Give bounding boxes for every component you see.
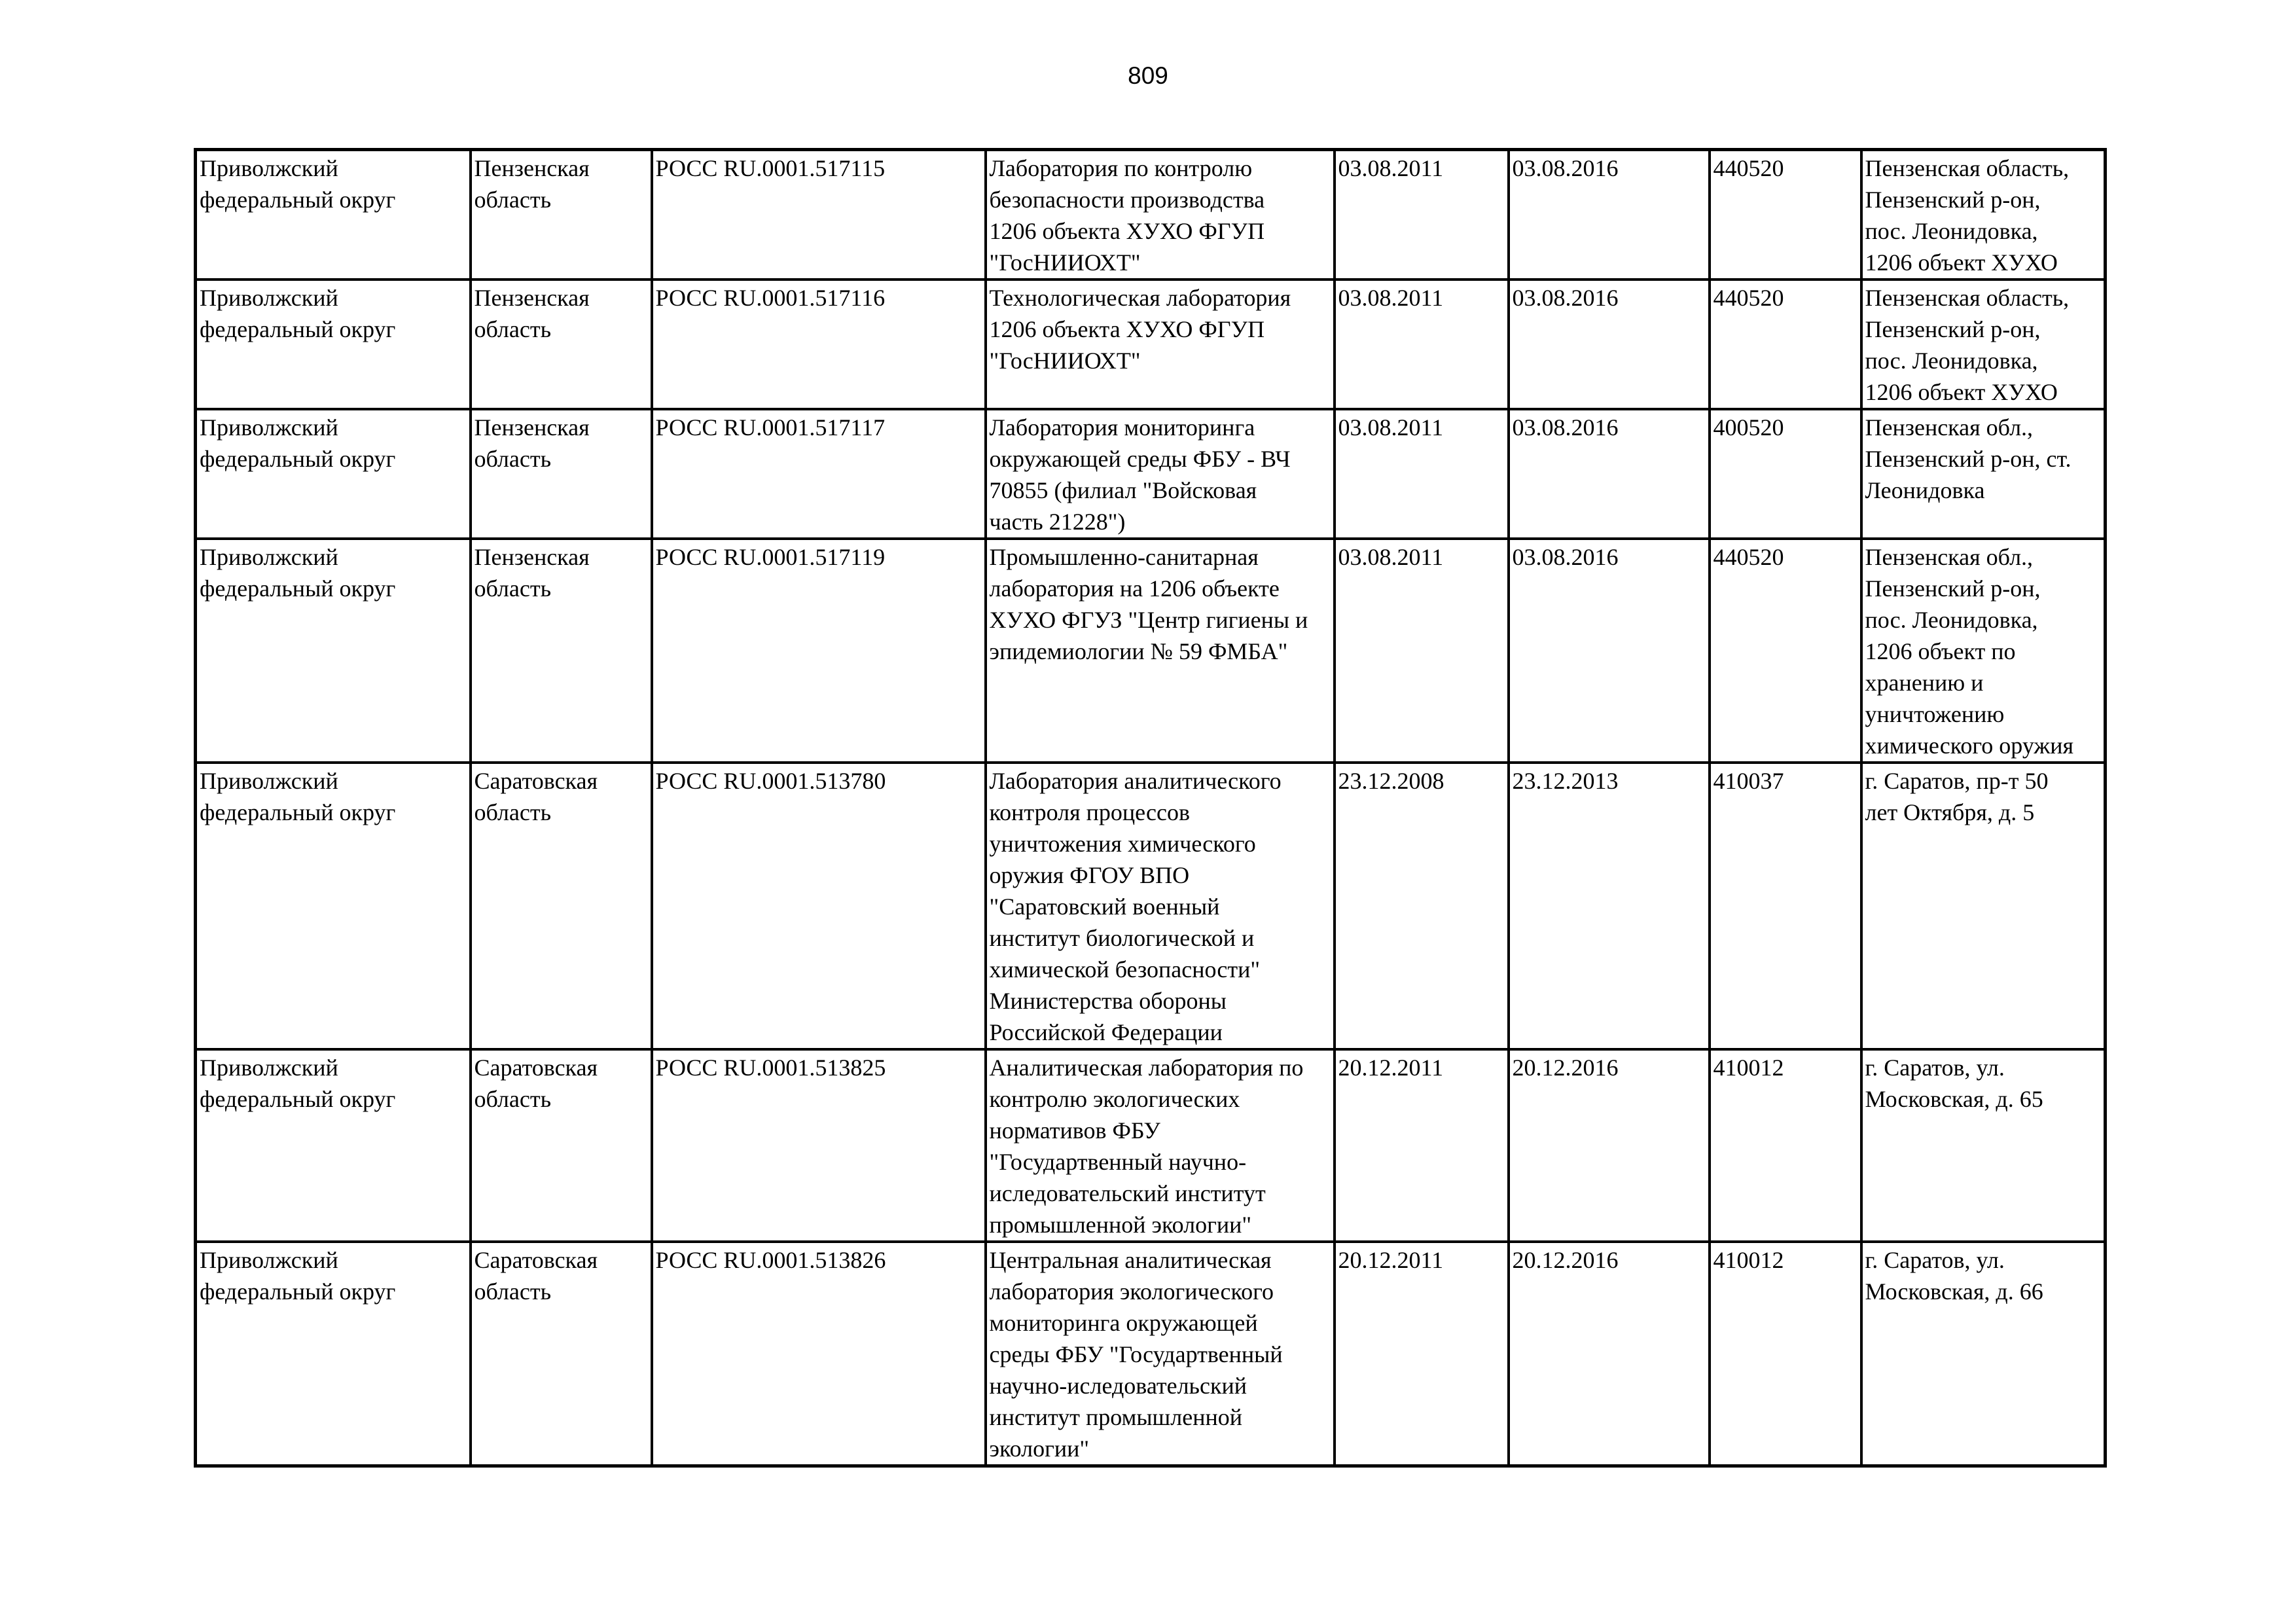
cell-line: 1206 объекта ХУХО ФГУП (989, 316, 1265, 342)
region-cell (471, 539, 652, 763)
cell-line: "ГосНИИОХТ" (989, 348, 1141, 374)
cell-line: химического оружия (1865, 732, 2074, 759)
cell-line: 23.12.2013 (1512, 768, 1619, 794)
cell-line: Лаборатория по контролю (989, 155, 1253, 181)
cell-line: РОСС RU.0001.517116 (655, 285, 886, 311)
region-cell (471, 409, 652, 539)
cell-line: контролю экологических (989, 1086, 1240, 1112)
cell-line: Пензенский р-он, (1865, 187, 2041, 213)
cell-line: химической безопасности" (989, 956, 1261, 983)
cell-line: ХУХО ФГУЗ "Центр гигиены и (989, 607, 1308, 633)
cell-line: федеральный округ (200, 187, 396, 213)
table-row (196, 1242, 2106, 1466)
cell-line: Лаборатория мониторинга (989, 414, 1255, 441)
cell-line: РОСС RU.0001.517117 (655, 414, 886, 441)
cell-line: пос. Леонидовка, (1865, 348, 2038, 374)
table-row (196, 280, 2106, 409)
postcode-cell (1710, 280, 1861, 409)
issue-date-cell (1335, 1049, 1509, 1242)
laboratory-name-cell (986, 1049, 1335, 1242)
table-row (196, 539, 2106, 763)
cell-line: область (474, 575, 551, 602)
cell-line: Промышленно-санитарная (989, 544, 1259, 570)
cell-line: промышленной экологии" (989, 1212, 1252, 1238)
cell-line: 440520 (1713, 155, 1784, 181)
table-row (196, 1049, 2106, 1242)
cell-line: РОСС RU.0001.513780 (655, 768, 886, 794)
cell-line: институт биологической и (989, 925, 1255, 951)
cell-line: Пензенская обл., (1865, 544, 2034, 570)
cell-line: Саратовская (474, 768, 598, 794)
cell-line: Пензенская (474, 285, 590, 311)
address-cell (1861, 409, 2106, 539)
address-cell (1861, 763, 2106, 1049)
federal-district-cell (196, 763, 471, 1049)
cell-line: 410012 (1713, 1247, 1784, 1273)
address-cell (1861, 1242, 2106, 1466)
cell-line: эпидемиологии № 59 ФМБА" (989, 638, 1288, 664)
cell-line: федеральный округ (200, 1278, 396, 1305)
cell-line: Пензенская (474, 544, 590, 570)
issue-date-cell (1335, 280, 1509, 409)
cell-line: Московская, д. 66 (1865, 1278, 2043, 1305)
cell-line: Приволжский (200, 414, 338, 441)
cell-line: нормативов ФБУ (989, 1117, 1160, 1144)
cell-line: 20.12.2016 (1512, 1247, 1619, 1273)
laboratory-name-cell (986, 1242, 1335, 1466)
cell-line: федеральный округ (200, 446, 396, 472)
cell-line: область (474, 446, 551, 472)
cell-line: лаборатория на 1206 объекте (989, 575, 1280, 602)
cell-line: уничтожению (1865, 701, 2005, 727)
registration-number-cell (652, 539, 986, 763)
issue-date-cell (1335, 150, 1509, 280)
table-row (196, 409, 2106, 539)
address-cell (1861, 150, 2106, 280)
federal-district-cell (196, 1242, 471, 1466)
cell-line: 03.08.2016 (1512, 155, 1619, 181)
table-row (196, 763, 2106, 1049)
cell-line: "Саратовский военный (989, 893, 1220, 920)
postcode-cell (1710, 1242, 1861, 1466)
expiry-date-cell (1509, 1049, 1710, 1242)
registration-number-cell (652, 409, 986, 539)
cell-line: Пензенская область, (1865, 285, 2070, 311)
cell-line: РОСС RU.0001.517119 (655, 544, 886, 570)
cell-line: иследовательский институт (989, 1180, 1266, 1206)
cell-line: 03.08.2011 (1338, 414, 1444, 441)
cell-line: РОСС RU.0001.513825 (655, 1055, 886, 1081)
cell-line: Саратовская (474, 1055, 598, 1081)
laboratory-registry-table (194, 148, 2107, 1468)
cell-line: мониторинга окружающей (989, 1310, 1258, 1336)
cell-line: 03.08.2016 (1512, 414, 1619, 441)
cell-line: часть 21228") (989, 509, 1126, 535)
cell-line: Московская, д. 65 (1865, 1086, 2043, 1112)
cell-line: 1206 объект ХУХО (1865, 249, 2058, 276)
cell-line: РОСС RU.0001.513826 (655, 1247, 886, 1273)
cell-line: экологии" (989, 1435, 1090, 1462)
federal-district-cell (196, 539, 471, 763)
cell-line: 410012 (1713, 1055, 1784, 1081)
laboratory-name-cell (986, 150, 1335, 280)
federal-district-cell (196, 1049, 471, 1242)
page-number: 809 (1128, 62, 1168, 89)
cell-line: 03.08.2011 (1338, 155, 1444, 181)
postcode-cell (1710, 409, 1861, 539)
cell-line: среды ФБУ "Государтвенный (989, 1341, 1283, 1367)
cell-line: Приволжский (200, 1247, 338, 1273)
cell-line: Пензенская (474, 155, 590, 181)
address-cell (1861, 280, 2106, 409)
cell-line: 03.08.2011 (1338, 544, 1444, 570)
cell-line: Министерства обороны (989, 988, 1227, 1014)
cell-line: контроля процессов (989, 799, 1191, 825)
cell-line: 410037 (1713, 768, 1784, 794)
cell-line: "ГосНИИОХТ" (989, 249, 1141, 276)
cell-line: область (474, 1278, 551, 1305)
expiry-date-cell (1509, 280, 1710, 409)
cell-line: 03.08.2016 (1512, 285, 1619, 311)
cell-line: 1206 объект по (1865, 638, 2016, 664)
cell-line: Российской Федерации (989, 1019, 1223, 1045)
cell-line: область (474, 187, 551, 213)
expiry-date-cell (1509, 150, 1710, 280)
cell-line: Приволжский (200, 544, 338, 570)
region-cell (471, 150, 652, 280)
cell-line: Приволжский (200, 155, 338, 181)
issue-date-cell (1335, 539, 1509, 763)
cell-line: Центральная аналитическая (989, 1247, 1272, 1273)
federal-district-cell (196, 150, 471, 280)
laboratory-name-cell (986, 539, 1335, 763)
cell-line: 440520 (1713, 544, 1784, 570)
cell-line: Пензенская (474, 414, 590, 441)
cell-line: пос. Леонидовка, (1865, 607, 2038, 633)
address-cell (1861, 1049, 2106, 1242)
cell-line: область (474, 799, 551, 825)
cell-line: РОСС RU.0001.517115 (655, 155, 886, 181)
registration-number-cell (652, 280, 986, 409)
expiry-date-cell (1509, 763, 1710, 1049)
cell-line: 70855 (филиал "Войсковая (989, 477, 1257, 503)
cell-line: Пензенская обл., (1865, 414, 2034, 441)
registry-table-body (196, 150, 2106, 1466)
cell-line: лаборатория экологического (989, 1278, 1274, 1305)
cell-line: 400520 (1713, 414, 1784, 441)
cell-line: Лаборатория аналитического (989, 768, 1282, 794)
registration-number-cell (652, 1242, 986, 1466)
cell-line: безопасности производства (989, 187, 1265, 213)
cell-line: г. Саратов, пр-т 50 (1865, 768, 2049, 794)
cell-line: 1206 объекта ХУХО ФГУП (989, 218, 1265, 244)
cell-line: "Государтвенный научно- (989, 1149, 1247, 1175)
cell-line: институт промышленной (989, 1404, 1243, 1430)
cell-line: Технологическая лаборатория (989, 285, 1291, 311)
cell-line: Аналитическая лаборатория по (989, 1055, 1304, 1081)
issue-date-cell (1335, 409, 1509, 539)
laboratory-name-cell (986, 409, 1335, 539)
cell-line: г. Саратов, ул. (1865, 1247, 2005, 1273)
cell-line: область (474, 1086, 551, 1112)
federal-district-cell (196, 409, 471, 539)
cell-line: федеральный округ (200, 575, 396, 602)
cell-line: федеральный округ (200, 316, 396, 342)
cell-line: лет Октября, д. 5 (1865, 799, 2035, 825)
cell-line: 03.08.2016 (1512, 544, 1619, 570)
cell-line: пос. Леонидовка, (1865, 218, 2038, 244)
laboratory-name-cell (986, 280, 1335, 409)
cell-line: г. Саратов, ул. (1865, 1055, 2005, 1081)
cell-line: федеральный округ (200, 1086, 396, 1112)
cell-line: федеральный округ (200, 799, 396, 825)
cell-line: Пензенский р-он, (1865, 316, 2041, 342)
registration-number-cell (652, 763, 986, 1049)
cell-line: область (474, 316, 551, 342)
cell-line: 03.08.2011 (1338, 285, 1444, 311)
cell-line: 1206 объект ХУХО (1865, 379, 2058, 405)
cell-line: уничтожения химического (989, 831, 1256, 857)
postcode-cell (1710, 1049, 1861, 1242)
cell-line: Пензенский р-он, (1865, 575, 2041, 602)
registration-number-cell (652, 150, 986, 280)
cell-line: Леонидовка (1865, 477, 1985, 503)
region-cell (471, 1049, 652, 1242)
cell-line: научно-иследовательский (989, 1373, 1247, 1399)
cell-line: оружия ФГОУ ВПО (989, 862, 1190, 888)
cell-line: 20.12.2016 (1512, 1055, 1619, 1081)
federal-district-cell (196, 280, 471, 409)
issue-date-cell (1335, 763, 1509, 1049)
cell-line: Приволжский (200, 768, 338, 794)
cell-line: 440520 (1713, 285, 1784, 311)
cell-line: Пензенская область, (1865, 155, 2070, 181)
cell-line: хранению и (1865, 670, 1984, 696)
table-row (196, 150, 2106, 280)
postcode-cell (1710, 539, 1861, 763)
cell-line: Приволжский (200, 285, 338, 311)
postcode-cell (1710, 763, 1861, 1049)
cell-line: 23.12.2008 (1338, 768, 1444, 794)
cell-line: 20.12.2011 (1338, 1247, 1444, 1273)
cell-line: Пензенский р-он, ст. (1865, 446, 2072, 472)
registration-number-cell (652, 1049, 986, 1242)
expiry-date-cell (1509, 539, 1710, 763)
laboratory-name-cell (986, 763, 1335, 1049)
cell-line: окружающей среды ФБУ - ВЧ (989, 446, 1291, 472)
cell-line: Приволжский (200, 1055, 338, 1081)
expiry-date-cell (1509, 1242, 1710, 1466)
issue-date-cell (1335, 1242, 1509, 1466)
postcode-cell (1710, 150, 1861, 280)
region-cell (471, 1242, 652, 1466)
region-cell (471, 280, 652, 409)
cell-line: 20.12.2011 (1338, 1055, 1444, 1081)
address-cell (1861, 539, 2106, 763)
cell-line: Саратовская (474, 1247, 598, 1273)
region-cell (471, 763, 652, 1049)
expiry-date-cell (1509, 409, 1710, 539)
